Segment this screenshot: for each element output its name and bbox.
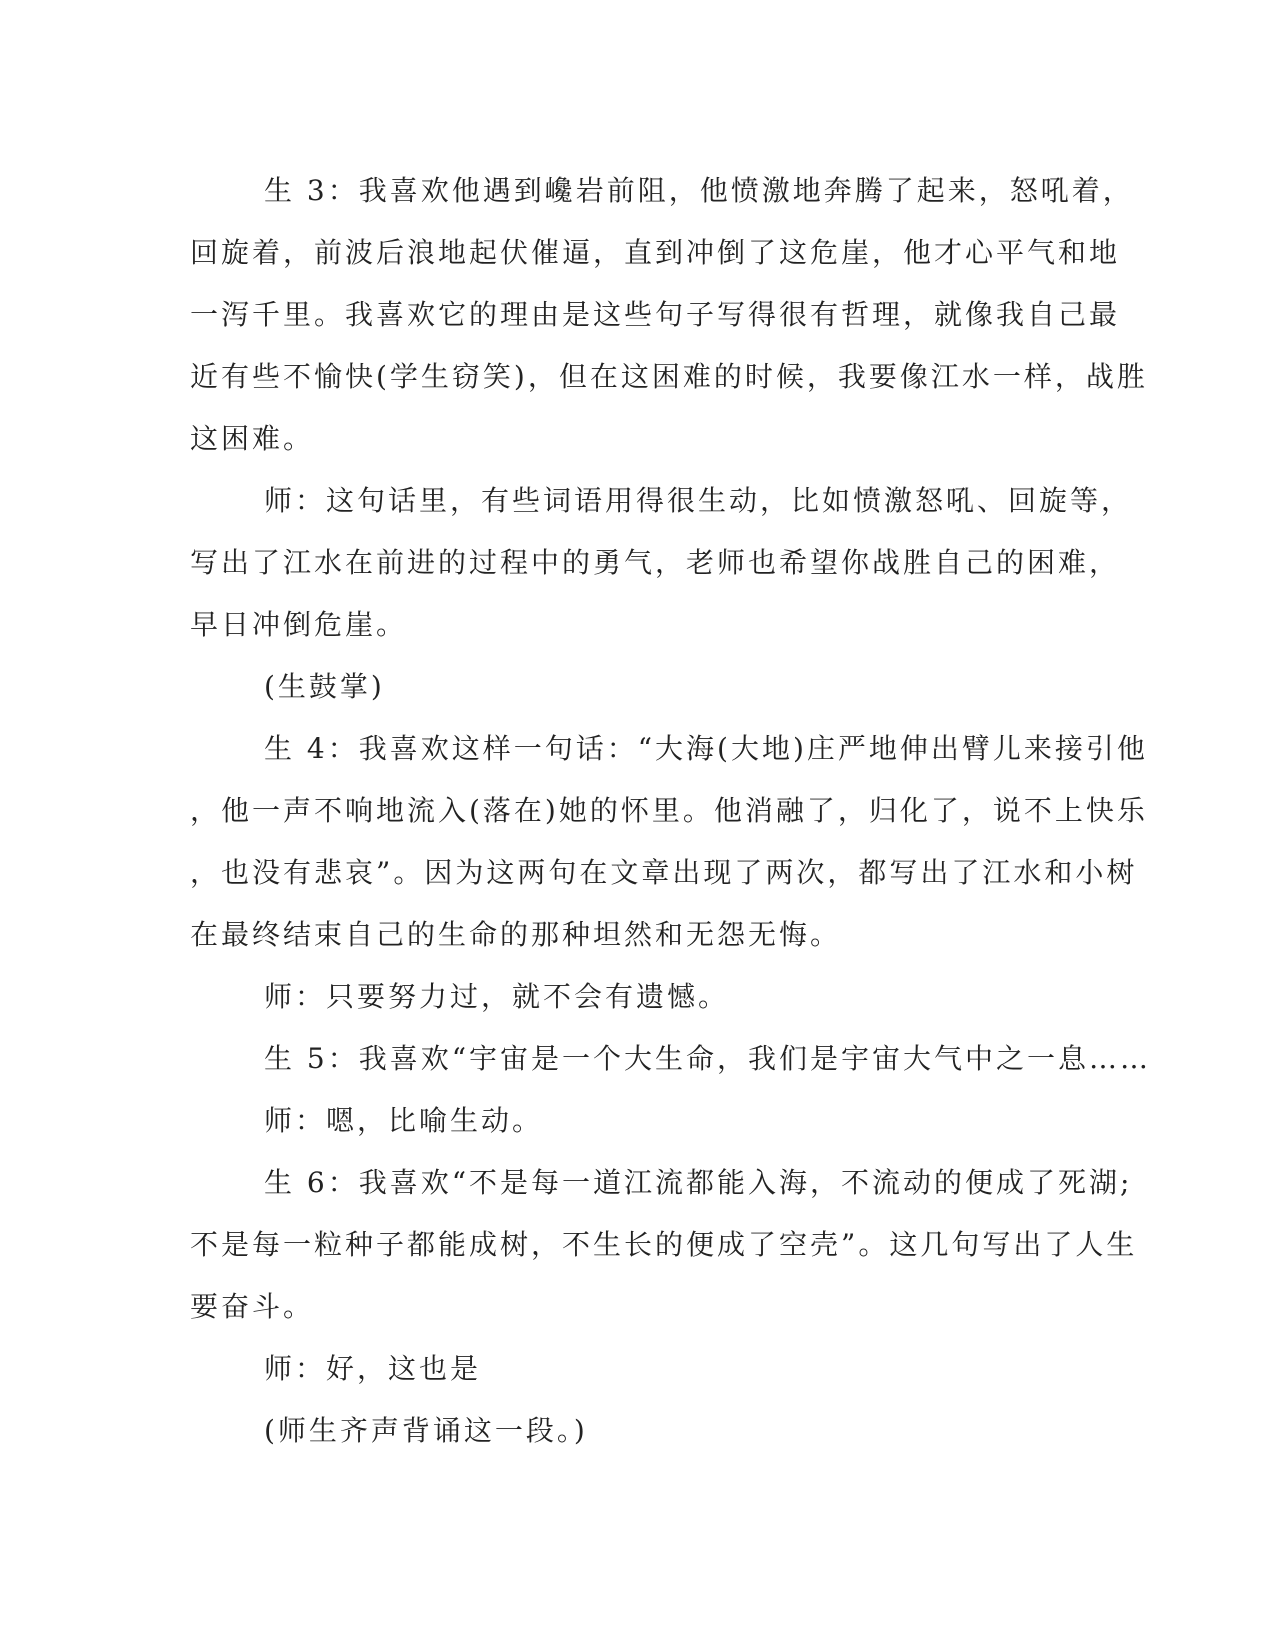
text-line: 早日冲倒危崖。 [190,608,408,641]
text-line: 一泻千里。我喜欢它的理由是这些句子写得很有哲理，就像我自己最 [190,298,1121,331]
text-line: 这困难。 [190,422,315,455]
text-line: 生 3：我喜欢他遇到巉岩前阻，他愤激地奔腾了起来，怒吼着， [264,174,1134,207]
text-line: 生 4：我喜欢这样一句话：“大海(大地)庄严地伸出臂儿来接引他 [264,732,1148,765]
text-line: 师：只要努力过，就不会有遗憾。 [264,980,730,1013]
text-line: (师生齐声背诵这一段。) [264,1414,588,1447]
text-line: ，也没有悲哀”。因为这两句在文章出现了两次，都写出了江水和小树 [190,856,1138,889]
text-line: 回旋着，前波后浪地起伏催逼，直到冲倒了这危崖，他才心平气和地 [190,236,1121,269]
text-line: 生 5：我喜欢“宇宙是一个大生命，我们是宇宙大气中之一息…… [264,1042,1152,1075]
text-line: 生 6：我喜欢“不是每一道江流都能入海，不流动的便成了死湖; [264,1166,1133,1199]
text-line: 近有些不愉快(学生窃笑)，但在这困难的时候，我要像江水一样，战胜 [190,360,1148,393]
text-line: 师：嗯，比喻生动。 [264,1104,544,1137]
text-line: (生鼓掌) [264,670,385,703]
text-line: 不是每一粒种子都能成树，不生长的便成了空壳”。这几句写出了人生 [190,1228,1138,1261]
text-line: 师：好，这也是 [264,1352,482,1385]
text-line: 在最终结束自己的生命的那种坦然和无怨无悔。 [190,918,842,951]
text-line: ，他一声不响地流入(落在)她的怀里。他消融了，归化了，说不上快乐 [190,794,1148,827]
text-line: 要奋斗。 [190,1290,315,1323]
text-line: 写出了江水在前进的过程中的勇气，老师也希望你战胜自己的困难， [190,546,1121,579]
text-line: 师：这句话里，有些词语用得很生动，比如愤激怒吼、回旋等， [264,484,1133,517]
document-body [190,160,1152,1462]
